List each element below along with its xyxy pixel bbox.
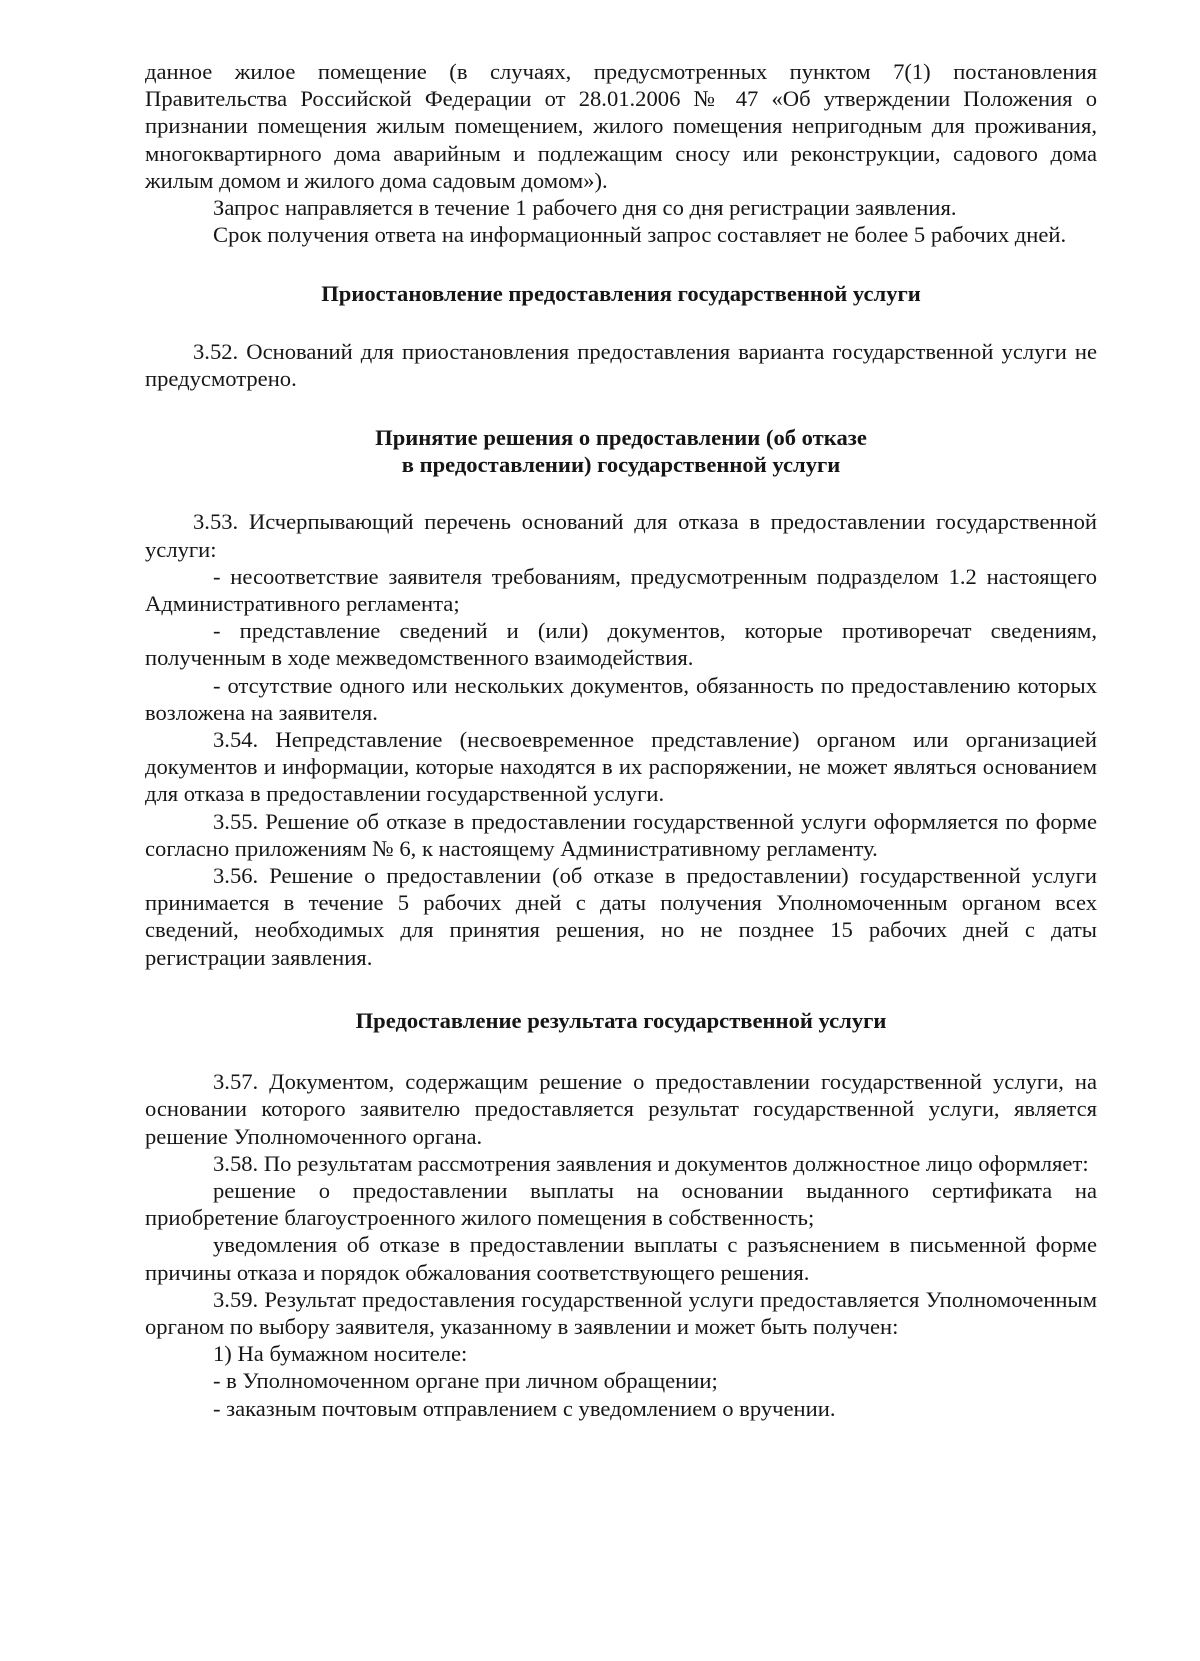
request-sent-paragraph: Запрос направляется в течение 1 рабочего дня со дня регистрации заявления.: [213, 195, 957, 221]
paragraph-3-53: 3.53. Исчерпывающий перечень оснований для отказа в предоставлении государственной услуги:: [145, 509, 1097, 562]
heading-suspension-text: Приостановление предоставления государственной услуги: [321, 281, 921, 307]
paragraph-3-56: 3.56. Решение о предоставлении (об отказе в предоставлении) государственной услуги принимается в течение 5 рабочих дней с даты получения Уполномоченным органом всех сведений, необходимых для принятия решения, но не позднее 15 рабочих дней с даты регистрации заявления.: [145, 863, 1097, 970]
heading-suspension: [145, 280, 1097, 307]
paragraph-3-58-item: решение о предоставлении выплаты на основании выданного сертификата на приобретение благоустроенного жилого помещения в собственность;: [145, 1177, 1097, 1231]
heading-result: [145, 1007, 1097, 1034]
paragraph-3-58: 3.58. По результатам рассмотрения заявления и документов должностное лицо оформляет:: [213, 1150, 1089, 1176]
refusal-item: - отсутствие одного или нескольких документов, обязанность по предоставлению которых возложена на заявителя.: [145, 672, 1097, 725]
heading-result-text: Предоставление результата государственной услуги: [355, 1007, 887, 1033]
refusal-item: - несоответствие заявителя требованиям, предусмотренным подразделом 1.2 настоящего Административного регламента;: [145, 563, 1097, 617]
response-term-paragraph: Срок получения ответа на информационный запрос составляет не более 5 рабочих дней.: [213, 222, 1067, 248]
paragraph-3-54: 3.54. Непредставление (несвоевременное представление) органом или организацией документов и информации, которые находятся в их распоряжении, не может являться основанием для отказа в предоставлении государственной услуги.: [145, 727, 1097, 807]
paragraph-3-55: 3.55. Решение об отказе в предоставлении государственной услуги оформляется по форме согласно приложениям № 6, к настоящему Административному регламенту.: [145, 808, 1097, 861]
heading-decision: [145, 424, 1097, 478]
refusal-item: - представление сведений и (или) документов, которые противоречат сведениям, полученным в ходе межведомственного взаимодействия.: [145, 618, 1097, 671]
paragraph-3-59-item: - в Уполномоченном органе при личном обращении;: [213, 1368, 718, 1394]
paragraph-3-57: 3.57. Документом, содержащим решение о предоставлении государственной услуги, на основании которого заявителю предоставляется результат государственной услуги, является решение Уполномоченного органа.: [145, 1069, 1097, 1149]
paragraph-3-58-item: уведомления об отказе в предоставлении выплаты с разъяснением в письменной форме причины отказа и порядок обжалования соответствующего решения.: [145, 1232, 1097, 1285]
heading-decision-line1: Принятие решения о предоставлении (об отказе: [375, 425, 867, 451]
paragraph-3-59: 3.59. Результат предоставления государственной услуги предоставляется Уполномоченным органом по выбору заявителя, указанному в заявлении и может быть получен:: [145, 1286, 1097, 1339]
document-body: [145, 58, 1097, 1422]
paragraph-3-52: 3.52. Оснований для приостановления предоставления варианта государственной услуги не предусмотрено.: [145, 338, 1097, 391]
paragraph-3-59-item: - заказным почтовым отправлением с уведомлением о вручении.: [213, 1395, 836, 1421]
paragraph-3-59-item: 1) На бумажном носителе:: [213, 1341, 468, 1367]
intro-paragraph: данное жилое помещение (в случаях, предусмотренных пунктом 7(1) постановления Правительства Российской Федерации от 28.01.2006 № 47 «Об утверждении Положения о признании помещения жилым помещением, жилого помещения непригодным для проживания, многоквартирного дома аварийным и подлежащим сносу или реконструкции, садового дома жилым домом и жилого дома садовым домом»).: [145, 59, 1097, 193]
heading-decision-line2: в предоставлении) государственной услуги: [401, 452, 841, 478]
